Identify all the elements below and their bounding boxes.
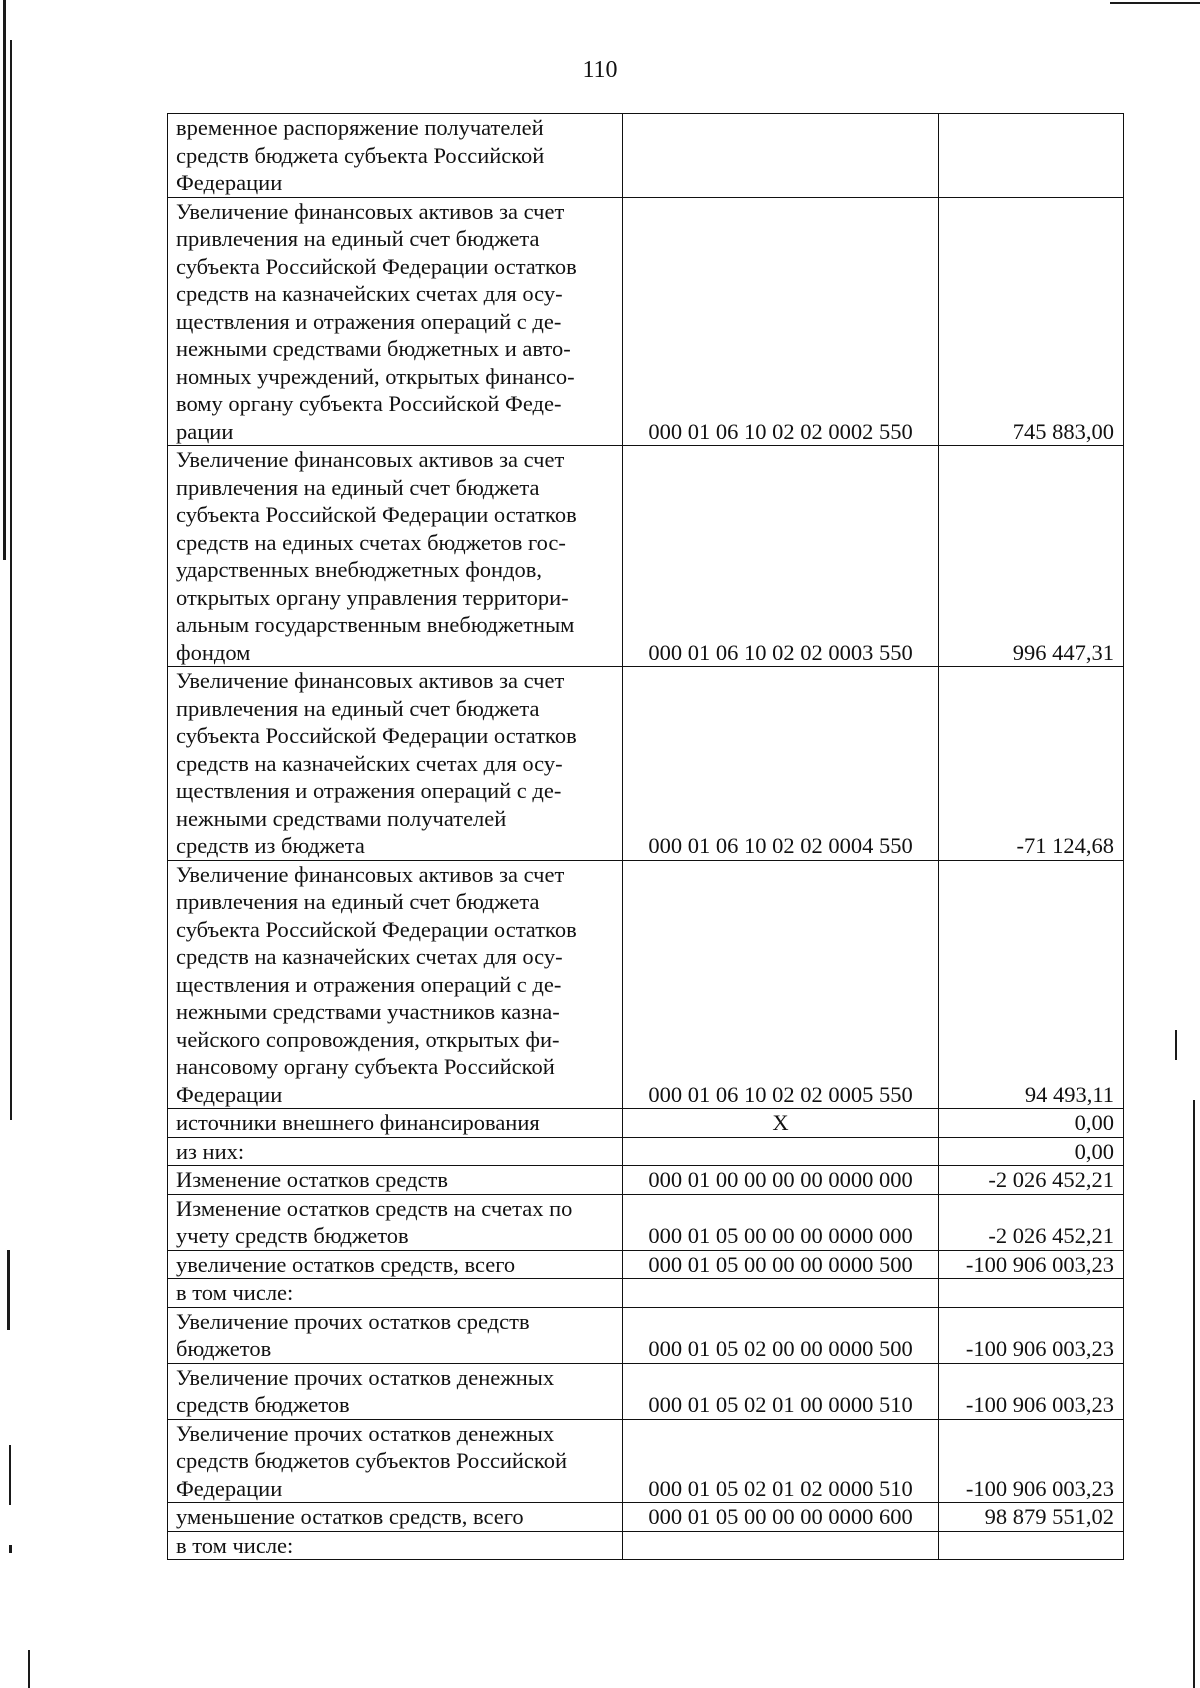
table-row (168, 1307, 1124, 1363)
row-code-cell (623, 114, 939, 198)
table-row (168, 1363, 1124, 1419)
row-code-cell: 000 01 05 00 00 00 0000 500 (623, 1250, 939, 1279)
row-sum-cell (939, 1531, 1124, 1560)
page-number: 110 (582, 57, 618, 83)
row-name-line: альным государственным внебюджетным (176, 612, 575, 637)
table-row (168, 1109, 1124, 1138)
table-row (168, 114, 1124, 198)
financing-sources-table (167, 113, 1124, 1560)
row-name-cell (168, 1503, 623, 1532)
row-name-line: ществления и отражения операций с де- (176, 778, 562, 803)
row-name-line: Федерации (176, 170, 283, 195)
row-code-cell: 000 01 05 02 01 00 0000 510 (623, 1363, 939, 1419)
row-name-cell (168, 860, 623, 1109)
row-name-cell (168, 1363, 623, 1419)
row-name-line: Увеличение финансовых активов за счет (176, 861, 565, 887)
row-code-cell: 000 01 06 10 02 02 0005 550 (623, 860, 939, 1109)
row-name-line: привлечения на единый счет бюджета (176, 695, 540, 721)
row-name-line: Изменение остатков средств на счетах по (176, 1195, 573, 1221)
row-name-line: нежными средствами бюджетных и авто- (176, 336, 571, 361)
row-name-line: Увеличение прочих остатков средств (176, 1308, 530, 1334)
row-name-line: средств на единых счетах бюджетов гос- (176, 529, 566, 555)
row-name-cell (168, 114, 623, 198)
row-code-cell: X (623, 1109, 939, 1138)
row-name-line: из них: (176, 1138, 245, 1164)
scan-left-edge-lower (10, 40, 12, 1120)
row-name-line: средств на казначейских счетах для осу- (176, 750, 563, 776)
row-name-line: ществления и отражения операций с де- (176, 971, 562, 997)
row-name-line: фондом (176, 639, 251, 665)
row-name-line: средств бюджетов (176, 1392, 350, 1417)
table-row (168, 667, 1124, 861)
row-name-line: привлечения на единый счет бюджета (176, 226, 540, 251)
row-name-line: средств из бюджета (176, 833, 365, 858)
table-row (168, 1250, 1124, 1279)
row-name-cell (168, 446, 623, 667)
table-row (168, 860, 1124, 1109)
table-row (168, 1531, 1124, 1560)
row-name-cell (168, 1250, 623, 1279)
scan-right-edge (1193, 1100, 1195, 1688)
row-sum-cell (939, 114, 1124, 198)
row-name-line: чейского сопровождения, открытых фи- (176, 1026, 560, 1052)
row-name-line: в том числе: (176, 1280, 294, 1305)
row-name-line: источники внешнего финансирования (176, 1110, 540, 1135)
row-name-line: уменьшение остатков средств, всего (176, 1504, 524, 1529)
row-name-line: нежными средствами участников казна- (176, 999, 560, 1024)
table-row (168, 1503, 1124, 1532)
row-code-cell (623, 1531, 939, 1560)
row-name-line: нежными средствами получателей (176, 805, 507, 831)
row-name-line: субъекта Российской Федерации остатков (176, 253, 577, 279)
scan-mark (9, 1545, 12, 1553)
row-sum-cell: -2 026 452,21 (939, 1166, 1124, 1195)
row-sum-cell: -71 124,68 (939, 667, 1124, 861)
scan-top-edge (1110, 2, 1200, 4)
scan-bottom-mark (28, 1650, 30, 1688)
row-sum-cell: -100 906 003,23 (939, 1250, 1124, 1279)
row-code-cell: 000 01 05 02 01 02 0000 510 (623, 1419, 939, 1503)
row-name-line: в том числе: (176, 1532, 294, 1558)
row-sum-cell: -100 906 003,23 (939, 1307, 1124, 1363)
row-name-line: Федерации (176, 1475, 283, 1501)
row-sum-cell: 0,00 (939, 1137, 1124, 1166)
row-name-cell (168, 1137, 623, 1166)
table-row (168, 1194, 1124, 1250)
row-name-line: средств бюджета субъекта Российской (176, 142, 545, 168)
row-code-cell: 000 01 05 02 00 00 0000 500 (623, 1307, 939, 1363)
scan-right-mark (1175, 1030, 1177, 1060)
row-name-cell (168, 1307, 623, 1363)
row-sum-cell (939, 1279, 1124, 1308)
row-sum-cell: -100 906 003,23 (939, 1363, 1124, 1419)
row-name-line: Увеличение финансовых активов за счет (176, 668, 565, 693)
row-sum-cell: 98 879 551,02 (939, 1503, 1124, 1532)
scan-mark (9, 1445, 11, 1505)
row-code-cell: 000 01 05 00 00 00 0000 600 (623, 1503, 939, 1532)
row-name-cell (168, 1194, 623, 1250)
row-name-line: Увеличение прочих остатков денежных (176, 1364, 555, 1390)
row-name-line: учету средств бюджетов (176, 1223, 409, 1248)
row-code-cell: 000 01 06 10 02 02 0004 550 (623, 667, 939, 861)
row-name-line: Федерации (176, 1081, 283, 1107)
row-code-cell (623, 1279, 939, 1308)
table-body (168, 114, 1124, 1560)
row-name-line: открытых органу управления территори- (176, 584, 569, 610)
table-row (168, 197, 1124, 446)
row-sum-cell: 0,00 (939, 1109, 1124, 1138)
row-name-line: рации (176, 418, 234, 444)
table-row (168, 1166, 1124, 1195)
table-row (168, 1279, 1124, 1308)
row-sum-cell: -100 906 003,23 (939, 1419, 1124, 1503)
row-code-cell: 000 01 00 00 00 00 0000 000 (623, 1166, 939, 1195)
row-name-line: Изменение остатков средств (176, 1167, 449, 1192)
row-name-cell (168, 1419, 623, 1503)
row-code-cell (623, 1137, 939, 1166)
row-sum-cell: 94 493,11 (939, 860, 1124, 1109)
row-name-line: номных учреждений, открытых финансо- (176, 363, 575, 389)
row-sum-cell: 745 883,00 (939, 197, 1124, 446)
row-name-line: вому органу субъекта Российской Феде- (176, 391, 562, 416)
row-name-cell (168, 197, 623, 446)
row-name-line: ударственных внебюджетных фондов, (176, 557, 543, 582)
row-code-cell: 000 01 06 10 02 02 0003 550 (623, 446, 939, 667)
row-name-line: субъекта Российской Федерации остатков (176, 502, 577, 527)
row-name-cell (168, 667, 623, 861)
row-name-line: привлечения на единый счет бюджета (176, 474, 540, 500)
row-name-cell (168, 1109, 623, 1138)
row-code-cell: 000 01 05 00 00 00 0000 000 (623, 1194, 939, 1250)
row-name-line: средств на казначейских счетах для осу- (176, 281, 563, 306)
row-name-cell (168, 1531, 623, 1560)
row-name-line: Увеличение прочих остатков денежных (176, 1420, 555, 1446)
row-name-line: бюджетов (176, 1336, 272, 1361)
row-name-line: привлечения на единый счет бюджета (176, 889, 540, 914)
row-name-line: субъекта Российской Федерации остатков (176, 723, 577, 748)
row-name-line: нансовому органу субъекта Российской (176, 1054, 555, 1079)
row-name-line: временное распоряжение получателей (176, 115, 544, 140)
row-name-cell (168, 1279, 623, 1308)
table-row (168, 1419, 1124, 1503)
row-name-line: средств бюджетов субъектов Российской (176, 1448, 567, 1473)
row-name-line: увеличение остатков средств, всего (176, 1251, 516, 1277)
row-name-line: Увеличение финансовых активов за счет (176, 447, 565, 472)
row-name-line: субъекта Российской Федерации остатков (176, 916, 577, 942)
scan-mark (7, 1250, 10, 1330)
row-name-line: ществления и отражения операций с де- (176, 308, 562, 334)
row-name-line: средств на казначейских счетах для осу- (176, 944, 563, 969)
row-sum-cell: -2 026 452,21 (939, 1194, 1124, 1250)
table-row (168, 446, 1124, 667)
row-code-cell: 000 01 06 10 02 02 0002 550 (623, 197, 939, 446)
row-name-cell (168, 1166, 623, 1195)
row-sum-cell: 996 447,31 (939, 446, 1124, 667)
row-name-line: Увеличение финансовых активов за счет (176, 198, 565, 224)
table-row (168, 1137, 1124, 1166)
